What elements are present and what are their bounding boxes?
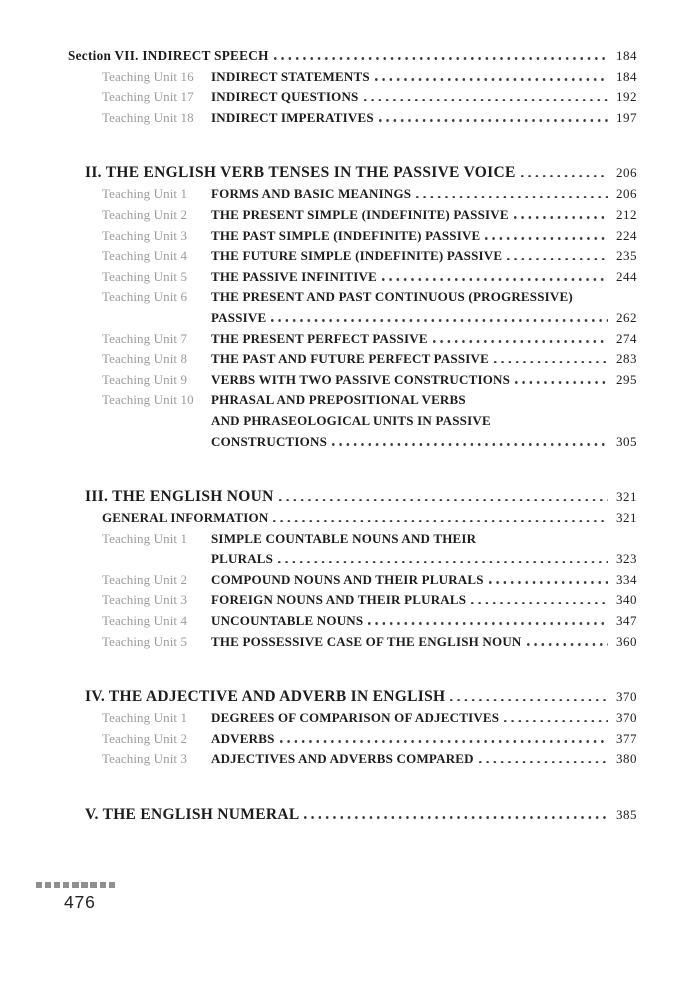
entry-page: 385	[616, 807, 637, 823]
unit-label: Teaching Unit 1	[102, 710, 188, 726]
toc-row	[68, 632, 637, 653]
unit-label: Teaching Unit 5	[102, 633, 188, 649]
dot-leader	[364, 88, 609, 101]
entry-title: FOREIGN NOUNS AND THEIR PLURALS	[211, 592, 467, 608]
footer-mark	[54, 882, 60, 888]
entry-page: 321	[616, 510, 637, 526]
entry-page: 340	[616, 592, 637, 608]
page-footer	[36, 882, 115, 913]
entry-page: 197	[616, 109, 637, 125]
entry-title: PHRASAL AND PREPOSITIONAL VERBS	[211, 392, 466, 408]
entry-title: ADJECTIVES AND ADVERBS COMPARED	[211, 751, 474, 767]
unit-label: Teaching Unit 4	[102, 613, 188, 629]
entry-page: 224	[616, 227, 637, 243]
unit-label: Teaching Unit 3	[102, 592, 188, 608]
toc-row	[68, 590, 637, 611]
toc-row	[68, 411, 637, 432]
entry-page: 360	[616, 633, 637, 649]
page-number: 476	[64, 891, 96, 912]
section-heading-row	[68, 486, 637, 508]
dot-leader	[382, 268, 608, 281]
unit-label: Teaching Unit 1	[102, 186, 188, 202]
toc-row	[68, 508, 637, 529]
entry-page: 295	[616, 371, 637, 387]
entry-title: AND PHRASEOLOGICAL UNITS IN PASSIVE	[211, 412, 491, 428]
dot-leader	[271, 309, 608, 322]
entry-page: 370	[616, 710, 637, 726]
toc-row	[68, 749, 637, 770]
unit-label: Teaching Unit 16	[102, 68, 194, 84]
toc-row	[68, 226, 637, 247]
entry-title: SIMPLE COUNTABLE NOUNS AND THEIR	[211, 530, 477, 546]
table-of-contents	[68, 46, 637, 826]
entry-title: INDIRECT QUESTIONS	[211, 89, 359, 105]
toc-row	[68, 108, 637, 129]
entry-page: 321	[616, 489, 637, 505]
entry-title: INDIRECT IMPERATIVES	[211, 109, 374, 125]
unit-label: Teaching Unit 10	[102, 392, 194, 408]
toc-row	[68, 287, 637, 308]
toc-row	[68, 67, 637, 88]
entry-page: 334	[616, 571, 637, 587]
dot-leader	[489, 571, 608, 584]
entry-title: THE PASSIVE INFINITIVE	[211, 268, 377, 284]
entry-page: 380	[616, 751, 637, 767]
footer-mark	[109, 882, 115, 888]
dot-leader	[494, 350, 608, 363]
footer-mark	[81, 882, 87, 888]
unit-label: Teaching Unit 17	[102, 89, 194, 105]
dot-leader	[515, 371, 608, 384]
dot-leader	[485, 227, 608, 240]
entry-page: 212	[616, 206, 637, 222]
entry-page: 377	[616, 730, 637, 746]
section-heading: IV. THE ADJECTIVE AND ADVERB IN ENGLISH	[85, 688, 446, 706]
toc-row	[68, 432, 637, 453]
unit-label: Teaching Unit 2	[102, 571, 188, 587]
section-heading: II. THE ENGLISH VERB TENSES IN THE PASSIVE VOICE	[85, 164, 516, 182]
section-heading: V. THE ENGLISH NUMERAL	[85, 806, 300, 824]
entry-page: 370	[616, 689, 637, 705]
entry-title: THE PRESENT AND PAST CONTINUOUS (PROGRESSIVE)	[211, 289, 573, 305]
toc-row	[68, 329, 637, 350]
unit-label: Teaching Unit 1	[102, 530, 188, 546]
entry-title: DEGREES OF COMPARISON OF ADJECTIVES	[211, 710, 500, 726]
entry-title: THE PAST AND FUTURE PERFECT PASSIVE	[211, 351, 490, 367]
section-heading-row	[68, 162, 637, 184]
dot-leader	[471, 591, 608, 604]
entry-page: 305	[616, 433, 637, 449]
dot-leader	[279, 488, 608, 501]
entry-page: 262	[616, 309, 637, 325]
entry-title: FORMS AND BASIC MEANINGS	[211, 186, 412, 202]
dot-leader	[368, 612, 608, 625]
dot-leader	[278, 550, 608, 563]
dot-leader	[280, 730, 608, 743]
dot-leader	[514, 206, 608, 219]
dot-leader	[304, 806, 608, 819]
entry-title: THE POSSESSIVE CASE OF THE ENGLISH NOUN	[211, 633, 522, 649]
toc-row	[68, 205, 637, 226]
entry-title: CONSTRUCTIONS	[211, 433, 328, 449]
footer-mark	[72, 882, 78, 888]
toc-row	[68, 184, 637, 205]
dot-leader	[416, 185, 608, 198]
entry-title: INDIRECT STATEMENTS	[211, 68, 370, 84]
toc-row	[68, 729, 637, 750]
entry-title: PLURALS	[211, 551, 274, 567]
section-heading: Section VII. INDIRECT SPEECH	[68, 48, 269, 63]
section-heading-row	[68, 686, 637, 708]
unit-label: Teaching Unit 2	[102, 730, 188, 746]
unit-label: Teaching Unit 4	[102, 248, 188, 264]
unit-label: Teaching Unit 7	[102, 330, 188, 346]
entry-page: 347	[616, 613, 637, 629]
toc-section	[68, 486, 637, 652]
entry-page: 274	[616, 330, 637, 346]
unit-label: Teaching Unit 3	[102, 751, 188, 767]
footer-mark	[45, 882, 51, 888]
toc-row	[68, 87, 637, 108]
dot-leader	[450, 688, 608, 701]
dot-leader	[273, 509, 608, 522]
dot-leader	[521, 164, 608, 177]
toc-row	[68, 308, 637, 329]
entry-title: THE PRESENT PERFECT PASSIVE	[211, 330, 428, 346]
dot-leader	[504, 709, 608, 722]
toc-row	[68, 611, 637, 632]
toc-row	[68, 708, 637, 729]
unit-label: Teaching Unit 9	[102, 371, 188, 387]
toc-row	[68, 549, 637, 570]
entry-page: 283	[616, 351, 637, 367]
section-heading-row	[68, 804, 637, 826]
entry-title: THE FUTURE SIMPLE (INDEFINITE) PASSIVE	[211, 248, 503, 264]
unit-label: Teaching Unit 2	[102, 206, 188, 222]
unit-label: Teaching Unit 3	[102, 227, 188, 243]
toc-row	[68, 246, 637, 267]
dot-leader	[274, 47, 608, 60]
toc-section	[68, 46, 637, 128]
dot-leader	[379, 109, 608, 122]
entry-page: 184	[616, 68, 637, 84]
unit-label: Teaching Unit 6	[102, 289, 188, 305]
entry-page: 206	[616, 165, 637, 181]
toc-section	[68, 162, 637, 452]
entry-title: GENERAL INFORMATION	[102, 510, 269, 526]
entry-page: 323	[616, 551, 637, 567]
dot-leader	[479, 750, 608, 763]
toc-row	[68, 267, 637, 288]
dot-leader	[507, 247, 608, 260]
entry-title: THE PRESENT SIMPLE (INDEFINITE) PASSIVE	[211, 206, 509, 222]
toc-row	[68, 349, 637, 370]
entry-title: PASSIVE	[211, 309, 267, 325]
entry-page: 184	[616, 48, 637, 63]
entry-page: 235	[616, 248, 637, 264]
unit-label: Teaching Unit 5	[102, 268, 188, 284]
dot-leader	[332, 433, 608, 446]
dot-leader	[527, 633, 608, 646]
entry-title: THE PAST SIMPLE (INDEFINITE) PASSIVE	[211, 227, 481, 243]
toc-section	[68, 686, 637, 770]
entry-title: ADVERBS	[211, 730, 275, 746]
unit-label: Teaching Unit 18	[102, 109, 194, 125]
entry-title: UNCOUNTABLE NOUNS	[211, 613, 364, 629]
footer-mark	[36, 882, 42, 888]
footer-mark	[100, 882, 106, 888]
entry-title: VERBS WITH TWO PASSIVE CONSTRUCTIONS	[211, 371, 511, 387]
toc-row	[68, 370, 637, 391]
section-heading: III. THE ENGLISH NOUN	[85, 488, 274, 506]
footer-marks	[36, 882, 115, 888]
entry-page: 192	[616, 89, 637, 105]
toc-row	[68, 529, 637, 550]
footer-mark	[90, 882, 96, 888]
dot-leader	[433, 330, 608, 343]
entry-page: 206	[616, 186, 637, 202]
entry-page: 244	[616, 268, 637, 284]
entry-title: COMPOUND NOUNS AND THEIR PLURALS	[211, 571, 484, 587]
toc-section	[68, 804, 637, 826]
footer-mark	[63, 882, 69, 888]
toc-row	[68, 570, 637, 591]
unit-label: Teaching Unit 8	[102, 351, 188, 367]
toc-row	[68, 390, 637, 411]
dot-leader	[375, 68, 608, 81]
section-heading-row	[68, 46, 637, 67]
